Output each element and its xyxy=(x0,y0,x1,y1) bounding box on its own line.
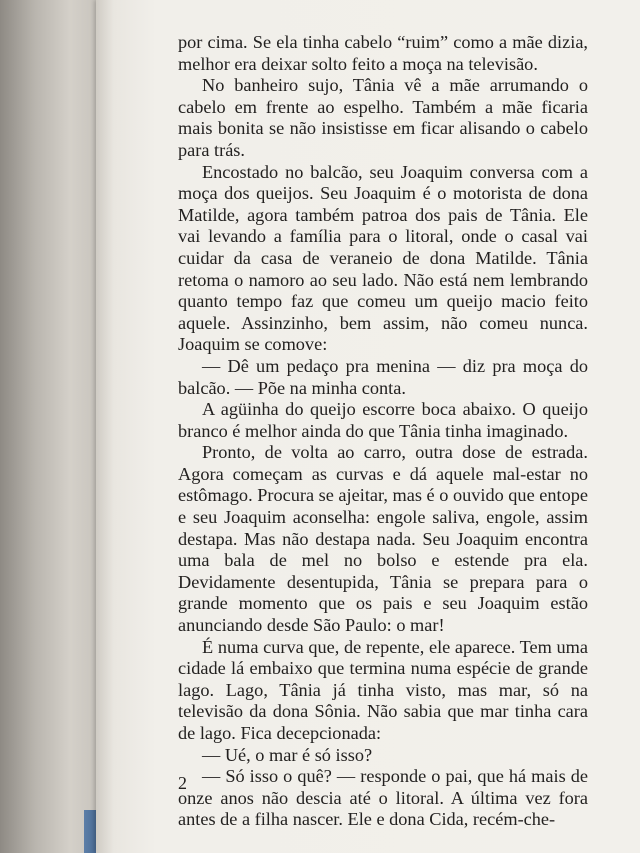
paragraph: por cima. Se ela tinha cabelo “ruim” como a mãe dizia, melhor era deixar solto feito a moça na televisão. xyxy=(178,32,588,74)
paragraph: A agüinha do queijo escorre boca abaixo. O queijo branco é melhor ainda do que Tânia tinha imaginado. xyxy=(178,399,588,441)
paragraph: Pronto, de volta ao carro, outra dose de estrada. Agora começam as curvas e dá aquele mal-estar no estômago. Procura se ajeitar, mas é o ouvido que entope e seu Joaquim aconselha: engole saliva, engole, assim destapa. Mas não destapa nada. Seu Joaquim encontra uma bala de mel no bolso e estende pra ela. Devidamente desentupida, Tânia se prepara para o grande momento que os pais e seu Joaquim estão anunciando desde São Paulo: o mar! xyxy=(178,442,588,636)
dialogue-paragraph: — Dê um pedaço pra menina — diz pra moça do balcão. — Põe na minha conta. xyxy=(178,355,588,398)
paragraph: É numa curva que, de repente, ele aparece. Tem uma cidade lá embaixo que termina numa espécie de grande lago. Lago, Tânia já tinha visto, mas mar, só na televisão da dona Sônia. Não sabia que mar tinha cara de lago. Fica decepcionada: xyxy=(178,636,588,743)
paragraph: Encostado no balcão, seu Joaquim conversa com a moça dos queijos. Seu Joaquim é o motorista de dona Matilde, agora também patroa dos pais de Tânia. Ele vai levando a família para o litoral, onde o casal vai cuidar da casa de veraneio de dona Matilde. Tânia retoma o namoro ao seu lado. Não está nem lembrando quanto tempo faz que comeu um queijo macio feito aquele. Assinzinho, bem assim, não comeu nunca. Joaquim se comove: xyxy=(178,161,588,355)
book-spine xyxy=(0,0,100,853)
dialogue-paragraph: — Só isso o quê? — responde o pai, que há mais de onze anos não descia até o litoral. A última vez fora antes de a filha nascer. Ele e dona Cida, recém-che- xyxy=(178,766,588,830)
page-number: 2 xyxy=(178,773,187,793)
paragraph: No banheiro sujo, Tânia vê a mãe arrumando o cabelo em frente ao espelho. Também a mãe ficaria mais bonita se não insistisse em ficar alisando o cabelo para trás. xyxy=(178,75,588,160)
dialogue-paragraph: — Ué, o mar é só isso? xyxy=(202,744,373,765)
body-text xyxy=(178,32,588,831)
